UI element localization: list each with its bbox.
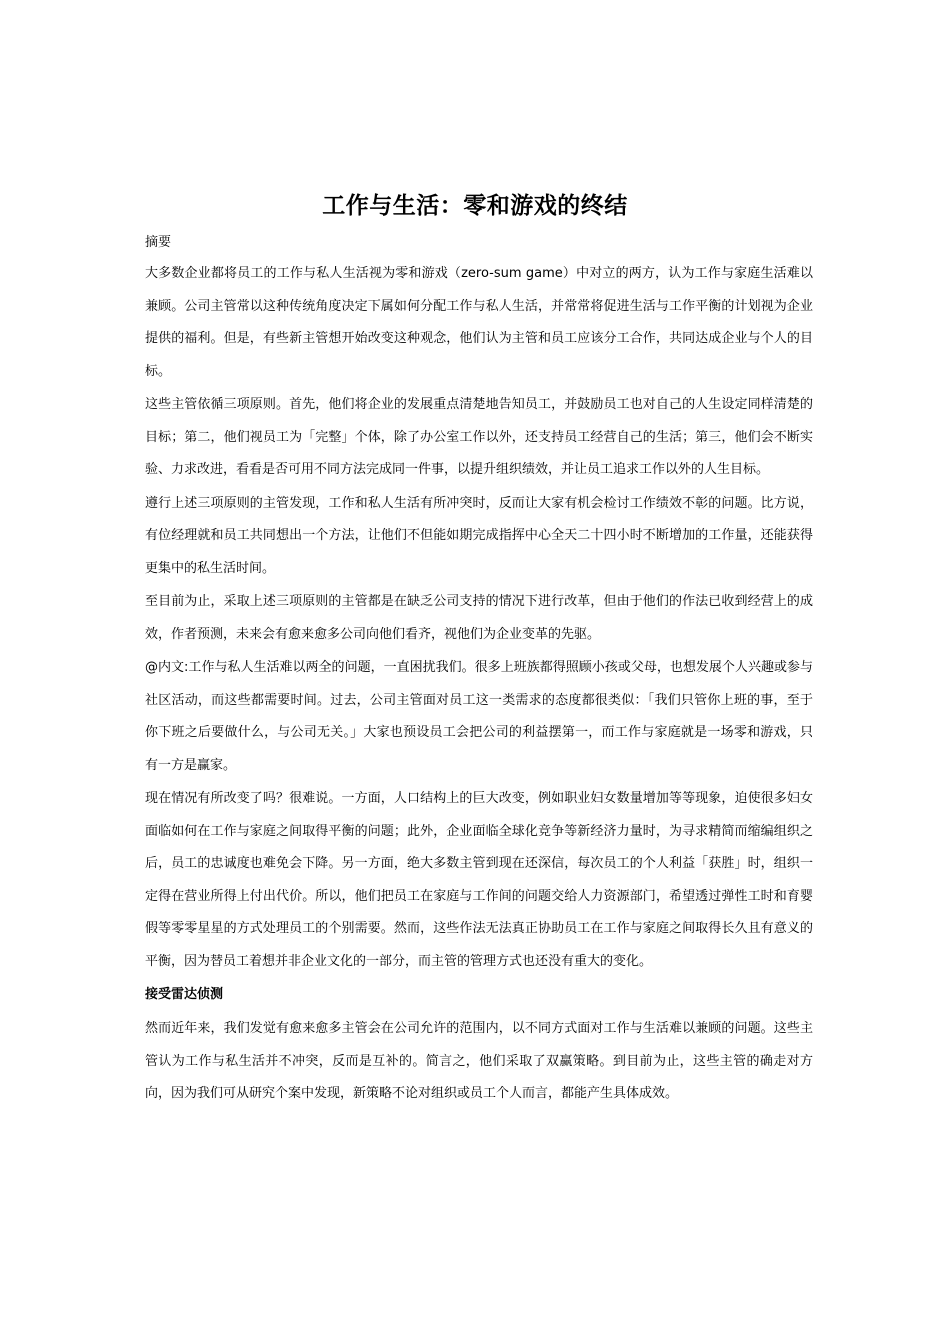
paragraph: 至目前为止，采取上述三项原则的主管都是在缺乏公司支持的情况下进行改革，但由于他们的作法已收到经营上的成效，作者预测，未来会有愈来愈多公司向他们看齐，视他们为企业变革的先驱。 — [145, 594, 813, 642]
document-title: 工作与生活：零和游戏的终结 — [322, 193, 628, 220]
paragraph: 然而近年来，我们发觉有愈来愈多主管会在公司允许的范围内，以不同方式面对工作与生活难以兼顾的问题。这些主管认为工作与私生活并不冲突，反而是互补的。简言之，他们采取了双赢策略。到目前为止，这些主管的确走对方向，因为我们可从研究个案中发现，新策略不论对组织或员工个人而言，都能产生具体成效。 — [145, 1021, 813, 1101]
section-heading: 接受雷达侦测 — [145, 987, 224, 1002]
paragraph: 遵行上述三项原则的主管发现，工作和私人生活有所冲突时，反而让大家有机会检讨工作绩效不彰的问题。比方说，有位经理就和员工共同想出一个方法，让他们不但能如期完成指挥中心全天二十四小时不断增加的工作量，还能获得更集中的私生活时间。 — [145, 495, 813, 576]
paragraph: 这些主管依循三项原则。首先，他们将企业的发展重点清楚地告知员工，并鼓励员工也对自己的人生设定同样清楚的目标；第二，他们视员工为「完整」个体，除了办公室工作以外，还支持员工经营自己的生活；第三，他们会不断实验、力求改进，看看是否可用不同方法完成同一件事，以提升组织绩效，并让员工追求工作以外的人生目标。 — [145, 397, 813, 477]
document-body — [145, 228, 813, 1112]
paragraph: 大多数企业都将员工的工作与私人生活视为零和游戏（zero-sum game）中对立的两方，认为工作与家庭生活难以兼顾。公司主管常以这种传统角度决定下属如何分配工作与私人生活，并常常将促进生活与工作平衡的计划视为企业提供的福利。但是，有些新主管想开始改变这种观念，他们认为主管和员工应该分工合作，共同达成企业与个人的目标。 — [145, 266, 813, 379]
paragraph: 现在情况有所改变了吗？很难说。一方面，人口结构上的巨大改变，例如职业妇女数量增加等等现象，迫使很多妇女面临如何在工作与家庭之间取得平衡的问题；此外，企业面临全球化竞争等新经济力量时，为寻求精简而缩编组织之后，员工的忠诚度也难免会下降。另一方面，绝大多数主管到现在还深信，每次员工的个人利益「获胜」时，组织一定得在营业所得上付出代价。所以，他们把员工在家庭与工作间的问题交给人力资源部门，希望透过弹性工时和育婴假等零零星星的方式处理员工的个别需要。然而，这些作法无法真正协助员工在工作与家庭之间取得长久且有意义的平衡，因为替员工着想并非企业文化的一部分，而主管的管理方式也还没有重大的变化。 — [145, 791, 813, 969]
paragraph: @内文:工作与私人生活难以两全的问题，一直困扰我们。很多上班族都得照顾小孩或父母，也想发展个人兴趣或参与社区活动，而这些都需要时间。过去，公司主管面对员工这一类需求的态度都很类似：「我们只管你上班的事，至于你下班之后要做什么，与公司无关。」大家也预设员工会把公司的利益摆第一，而工作与家庭就是一场零和游戏，只有一方是赢家。 — [145, 660, 813, 773]
abstract-label: 摘要 — [145, 235, 172, 250]
